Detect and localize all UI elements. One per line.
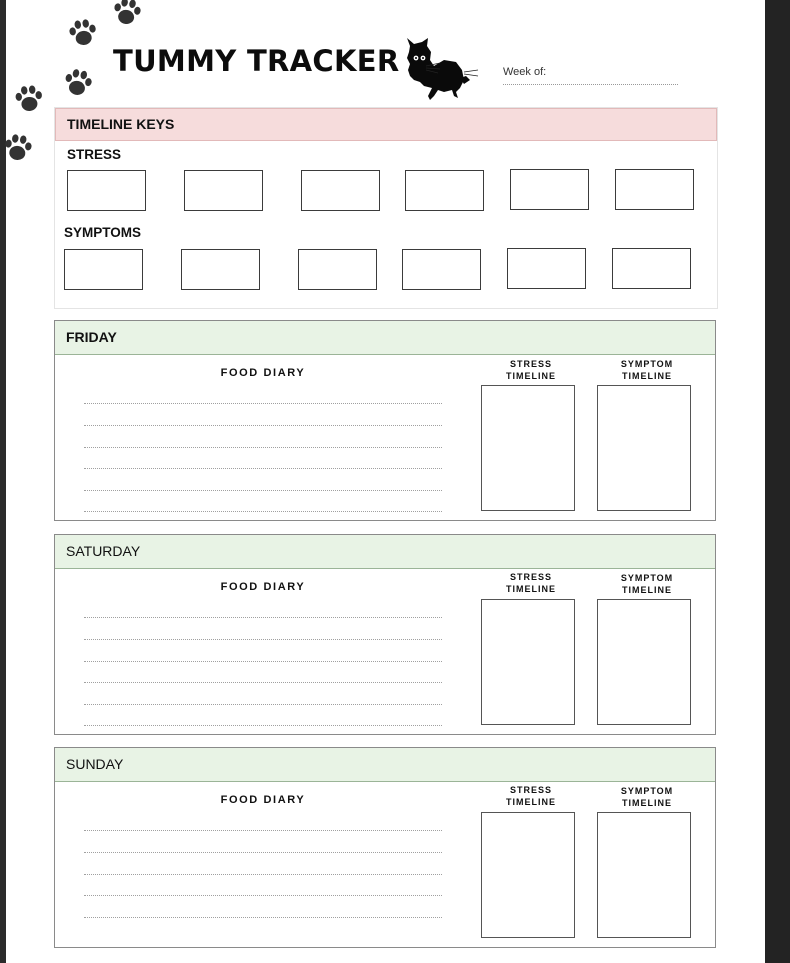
day-section-saturday [54, 534, 716, 735]
symptom-key-box[interactable] [402, 249, 481, 290]
stress-key-label: STRESS [67, 147, 122, 162]
symptom-timeline-box[interactable] [597, 599, 691, 725]
symptom-key-box[interactable] [507, 248, 586, 289]
food-diary-line[interactable] [84, 682, 442, 683]
symptom-key-box[interactable] [612, 248, 691, 289]
food-diary-line[interactable] [84, 830, 442, 831]
symptom-timeline-box[interactable] [597, 812, 691, 938]
day-title: FRIDAY [55, 321, 715, 355]
symptom-timeline-heading: SYMPTOM TIMELINE [620, 573, 674, 595]
day-title: SUNDAY [55, 748, 715, 782]
food-diary-line[interactable] [84, 403, 442, 404]
stress-key-box[interactable] [615, 169, 694, 210]
stress-key-box[interactable] [301, 170, 380, 211]
stress-timeline-heading: STRESS TIMELINE [506, 785, 556, 807]
food-diary-line[interactable] [84, 468, 442, 469]
food-diary-line[interactable] [84, 447, 442, 448]
stress-timeline-box[interactable] [481, 812, 575, 938]
food-diary-heading: FOOD DIARY [220, 367, 306, 379]
symptoms-key-label: SYMPTOMS [64, 225, 142, 240]
stress-timeline-box[interactable] [481, 385, 575, 511]
food-diary-line[interactable] [84, 852, 442, 853]
stress-timeline-heading: STRESS TIMELINE [506, 572, 556, 594]
page-title: TUMMY TRACKER [113, 44, 400, 78]
food-diary-line[interactable] [84, 661, 442, 662]
stress-key-box[interactable] [67, 170, 146, 211]
symptom-timeline-box[interactable] [597, 385, 691, 511]
food-diary-line[interactable] [84, 874, 442, 875]
paw-print-icon [60, 65, 96, 101]
paw-print-icon [13, 83, 46, 116]
day-section-sunday [54, 747, 716, 948]
week-of-input-line[interactable] [503, 84, 678, 85]
symptom-key-box[interactable] [64, 249, 143, 290]
timeline-keys-panel [54, 107, 718, 309]
food-diary-line[interactable] [84, 704, 442, 705]
stress-timeline-heading: STRESS TIMELINE [506, 359, 556, 381]
food-diary-line[interactable] [84, 511, 442, 512]
stress-key-box[interactable] [510, 169, 589, 210]
food-diary-line[interactable] [84, 639, 442, 640]
food-diary-line[interactable] [84, 725, 442, 726]
food-diary-line[interactable] [84, 490, 442, 491]
food-diary-heading: FOOD DIARY [220, 794, 306, 806]
right-frame-edge [765, 0, 790, 963]
food-diary-line[interactable] [84, 895, 442, 896]
timeline-keys-title: TIMELINE KEYS [55, 108, 717, 141]
day-section-friday [54, 320, 716, 521]
symptom-timeline-heading: SYMPTOM TIMELINE [620, 359, 674, 381]
food-diary-line[interactable] [84, 917, 442, 918]
food-diary-line[interactable] [84, 425, 442, 426]
symptom-timeline-heading: SYMPTOM TIMELINE [620, 786, 674, 808]
stress-key-box[interactable] [184, 170, 263, 211]
paw-print-icon [66, 16, 100, 50]
stress-key-box[interactable] [405, 170, 484, 211]
black-cat-icon [400, 36, 482, 102]
paw-print-icon [110, 0, 145, 29]
symptom-key-box[interactable] [298, 249, 377, 290]
day-title: SATURDAY [55, 535, 715, 569]
week-of-label: Week of: [503, 66, 547, 78]
food-diary-heading: FOOD DIARY [220, 581, 306, 593]
food-diary-line[interactable] [84, 617, 442, 618]
stress-timeline-box[interactable] [481, 599, 575, 725]
symptom-key-box[interactable] [181, 249, 260, 290]
paw-print-icon [1, 131, 35, 165]
